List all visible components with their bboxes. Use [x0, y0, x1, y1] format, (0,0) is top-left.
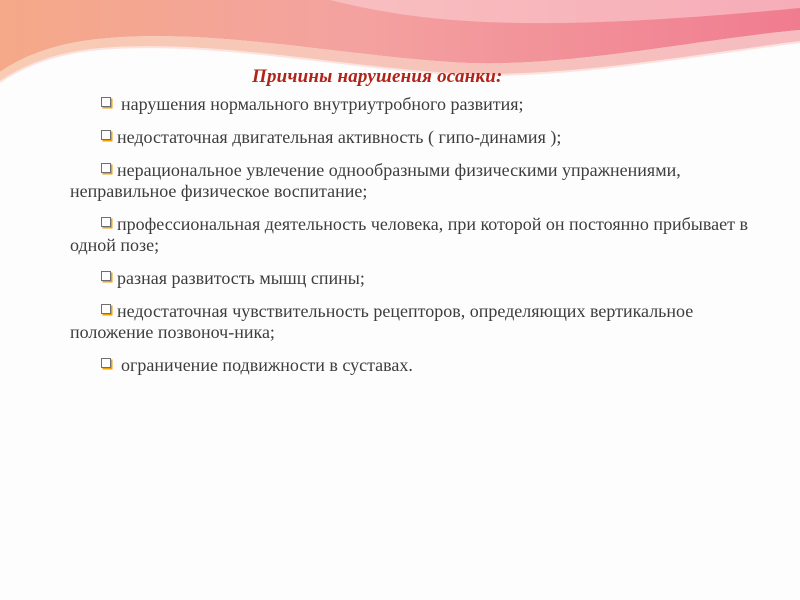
hollow-square-bullet-icon [101, 163, 111, 173]
list-item [70, 94, 760, 115]
hollow-square-bullet-icon [101, 97, 111, 107]
list-item-text: ограничение подвижности в суставах. [121, 355, 413, 375]
list-item-text: недостаточная двигательная активность ( гипо-динамия ); [117, 127, 562, 147]
list-item-text: разная развитость мышц спины; [117, 268, 365, 288]
slide-title: Причины нарушения осанки: [252, 66, 503, 87]
list-item-text: профессиональная деятельность человека, при которой он постоянно прибывает в одной позе; [70, 214, 748, 255]
hollow-square-bullet-icon [101, 304, 111, 314]
list-item-text: нерациональное увлечение однообразными физическими упражнениями, неправильное физическое воспитание; [70, 160, 681, 201]
list-item-text: недостаточная чувствительность рецепторов, определяющих вертикальное положение позвоноч-ника; [70, 301, 694, 342]
hollow-square-bullet-icon [101, 130, 111, 140]
hollow-square-bullet-icon [101, 358, 111, 368]
list-item [70, 214, 760, 256]
list-item [70, 268, 760, 289]
list-item [70, 127, 760, 148]
hollow-square-bullet-icon [101, 217, 111, 227]
list-item [70, 355, 760, 376]
content-area [70, 66, 760, 388]
list-item [70, 160, 760, 202]
list-item-text: нарушения нормального внутриутробного развития; [121, 94, 524, 114]
causes-list [70, 94, 760, 376]
hollow-square-bullet-icon [101, 271, 111, 281]
list-item [70, 301, 760, 343]
